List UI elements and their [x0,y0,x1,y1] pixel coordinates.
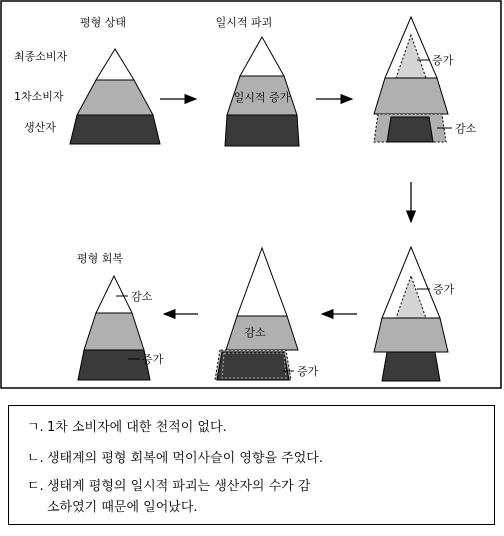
statement-nieun [27,451,323,467]
p3-decrease-label: 감소 [455,122,477,135]
p6-producer [78,350,150,380]
pyramid-stage-4 [374,247,448,381]
statement-digeut [27,479,310,495]
p4-producer [382,352,440,381]
stage-label-recovery: 평형 회복 [76,252,124,265]
p1-primary-consumer [77,80,153,115]
statement-label: ㄴ. [27,451,44,466]
p3-primary-consumer [374,78,448,114]
statement-text: 소하였기 때문에 일어났다. [47,500,198,515]
p5-increase-label: 증가 [297,365,319,378]
pyramid-stage-5 [215,248,298,380]
level-label-top: 최종소비자 [14,50,68,63]
p6-decrease-label: 감소 [131,290,153,303]
p1-top-consumer [96,49,134,80]
statement-digeut-cont [27,500,198,516]
p3-increase-label: 증가 [432,54,454,67]
statement-text: 생태계 평형의 일시적 파괴는 생산자의 수가 감 [47,479,311,494]
pyramid-stage-3 [374,17,448,142]
pyramid-equilibrium [70,49,160,144]
p5-decrease-label: 감소 [244,326,266,339]
p3-producer [387,117,433,142]
statement-label: ㄱ. [27,420,44,435]
level-label-bottom: 생산자 [24,121,56,134]
p5-top-consumer [237,248,287,316]
statement-text: 생태계의 평형 회복에 먹이사슬이 영향을 주었다. [47,451,323,466]
statement-giyeok [27,420,227,436]
stage-label-equilibrium: 평형 상태 [79,16,127,29]
statement-label: ㄷ. [27,479,44,494]
statement-text: 1차 소비자에 대한 천적이 없다. [47,420,227,435]
p6-increase-label: 증가 [142,353,164,366]
p5-producer [217,352,289,380]
p4-primary-consumer [374,318,448,352]
p2-producer [225,115,299,146]
stage-label-disturbance: 일시적 파괴 [215,16,273,29]
middle-increase-label: 일시적 증가 [233,91,291,104]
level-label-middle: 1차소비자 [14,90,64,103]
p1-producer [70,115,160,144]
p6-primary-consumer [84,313,144,350]
p4-increase-label: 증가 [433,283,455,296]
statements-box [8,405,495,525]
p2-top-consumer [240,37,284,76]
p6-top-consumer [96,276,132,313]
